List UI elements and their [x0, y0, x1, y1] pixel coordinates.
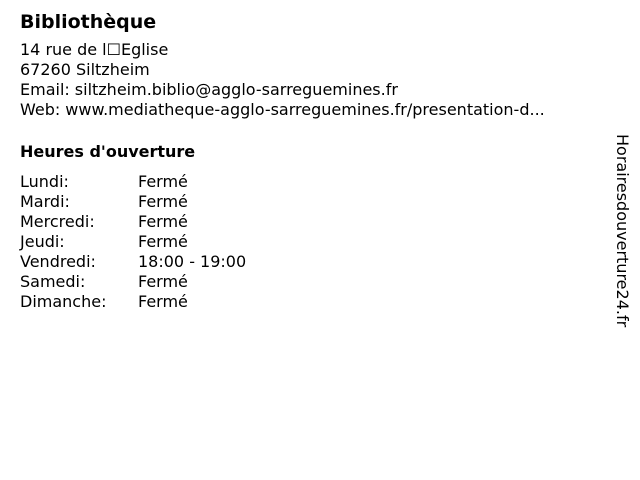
hours-row-sunday [20, 292, 610, 312]
street-address: 14 rue de l☐Eglise [20, 40, 169, 59]
hours-heading: Heures d'ouverture [20, 142, 196, 161]
day-hours: Fermé [138, 272, 188, 291]
hours-row-monday [20, 172, 610, 192]
email-link[interactable]: siltzheim.biblio@agglo-sarreguemines.fr [74, 80, 398, 99]
day-label: Dimanche: [20, 292, 107, 311]
day-label: Mardi: [20, 192, 70, 211]
web-link[interactable]: www.mediatheque-agglo-sarreguemines.fr/presentation-d... [65, 100, 545, 119]
day-hours: Fermé [138, 172, 188, 191]
library-card [20, 10, 610, 312]
hours-row-thursday [20, 232, 610, 252]
hours-row-saturday [20, 272, 610, 292]
email-label: Email: [20, 80, 70, 99]
day-hours: Fermé [138, 232, 188, 251]
day-label: Vendredi: [20, 252, 96, 271]
day-hours: 18:00 - 19:00 [138, 252, 247, 271]
web-label: Web: [20, 100, 61, 119]
day-label: Lundi: [20, 172, 69, 191]
day-label: Samedi: [20, 272, 86, 291]
page-title: Bibliothèque [20, 11, 157, 33]
hours-row-friday [20, 252, 610, 272]
day-hours: Fermé [138, 192, 188, 211]
email-line [20, 80, 610, 100]
day-hours: Fermé [138, 212, 188, 231]
day-label: Jeudi: [20, 232, 65, 251]
hours-row-wednesday [20, 212, 610, 232]
city-postcode: 67260 Siltzheim [20, 60, 150, 79]
site-watermark: Horairesdouverture24.fr [613, 134, 632, 328]
web-line [20, 100, 610, 120]
day-label: Mercredi: [20, 212, 95, 231]
day-hours: Fermé [138, 292, 188, 311]
hours-row-tuesday [20, 192, 610, 212]
